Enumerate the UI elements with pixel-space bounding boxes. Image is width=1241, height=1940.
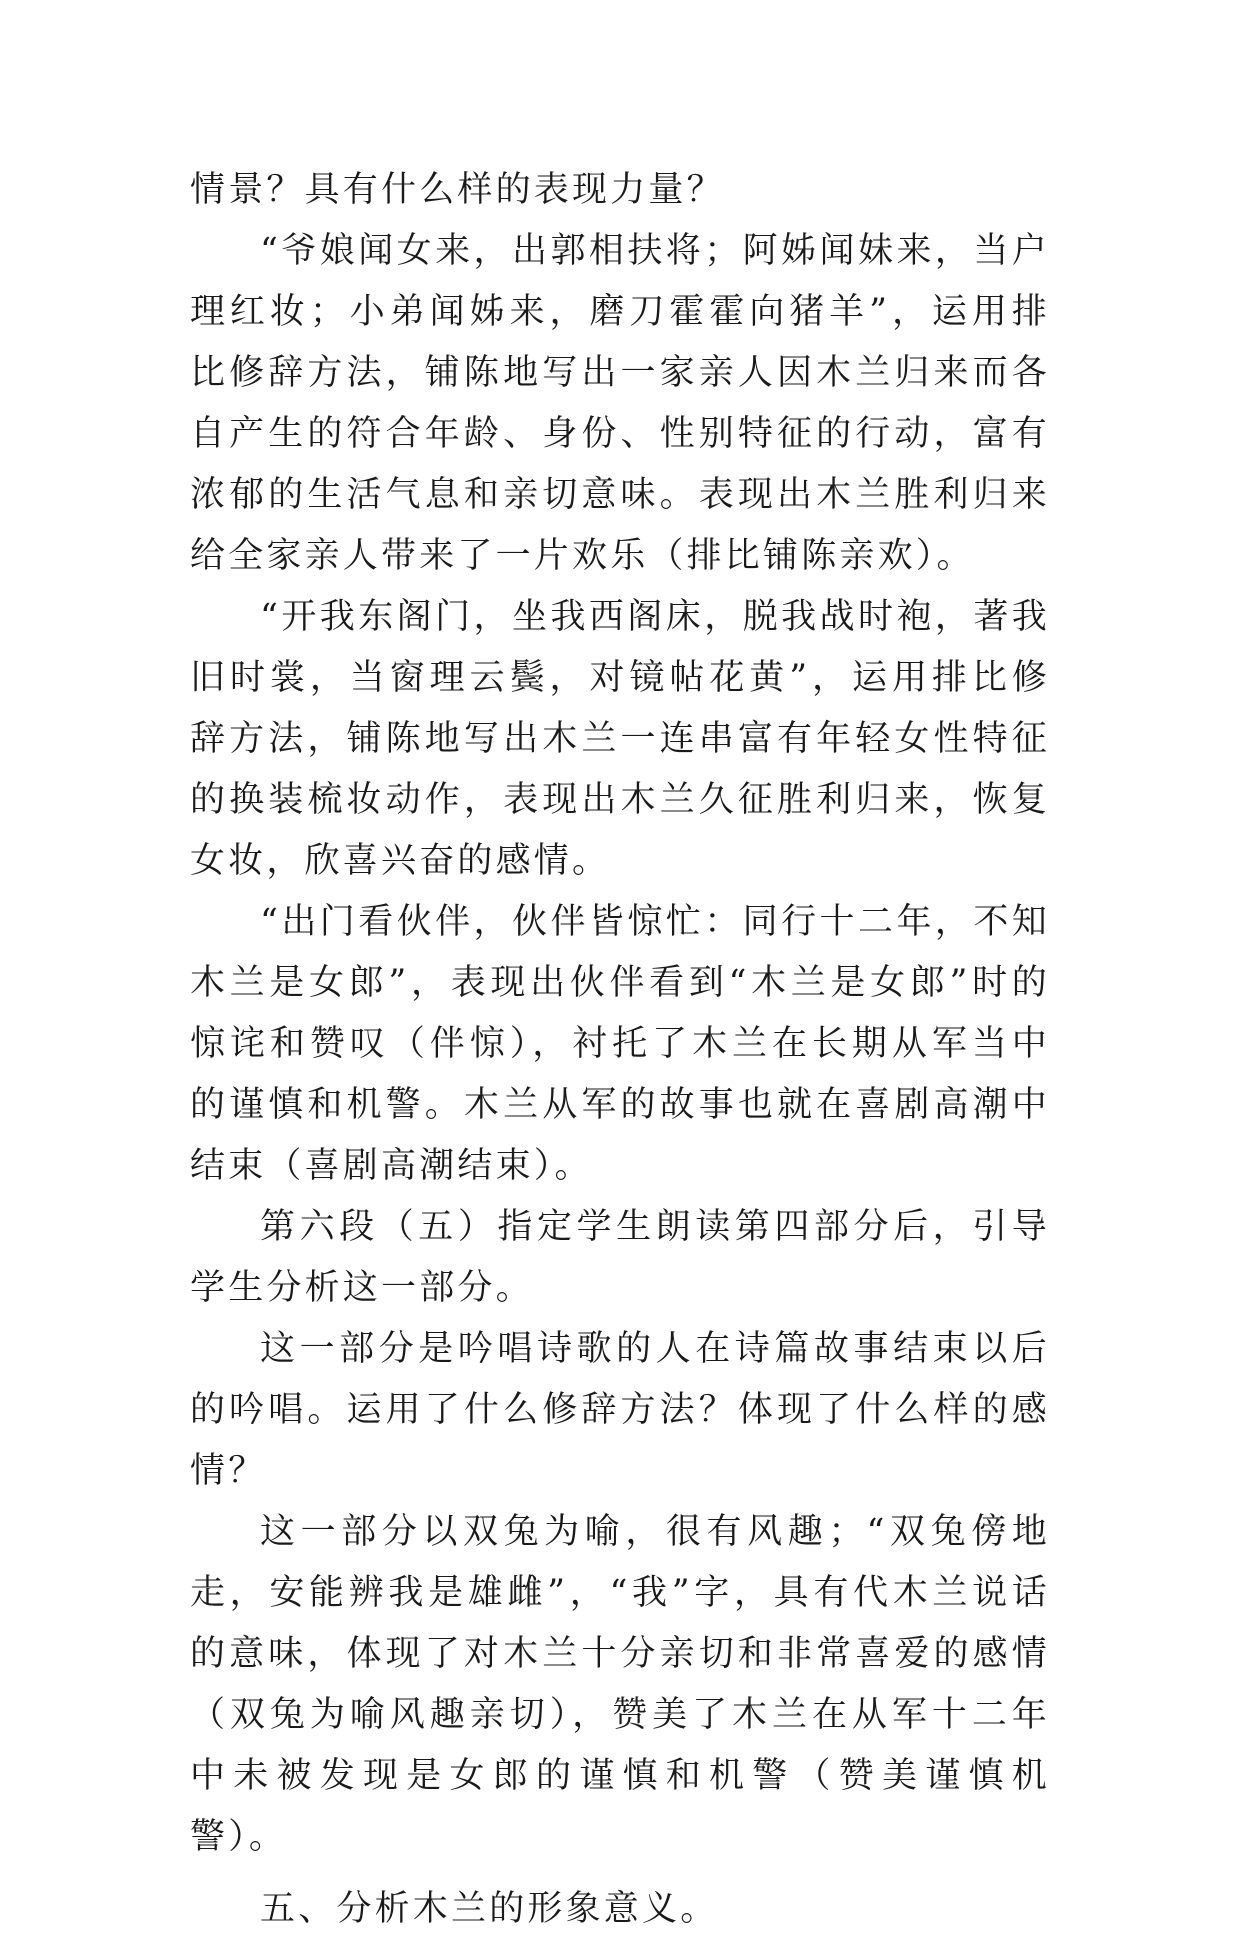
section-heading: 五、分析木兰的形象意义。: [260, 1889, 719, 1929]
paragraph: “爷娘闻女来，出郭相扶将；阿姊闻妹来，当户理红妆；小弟闻姊来，磨刀霍霍向猪羊”，运用排比修辞方法，铺陈地写出一家亲人因木兰归来而各自产生的符合年龄、身份、性别特征的行动，富有浓郁的生活气息和亲切意味。表现出木兰胜利归来给全家亲人带来了一片欢乐（排比铺陈亲欢）。: [190, 231, 1050, 576]
body-text: [190, 160, 1050, 1940]
paragraph: 这一部分是吟唱诗歌的人在诗篇故事结束以后的吟唱。运用了什么修辞方法？体现了什么样的感情？: [190, 1329, 1050, 1491]
paragraph: 第六段（五）指定学生朗读第四部分后，引导学生分析这一部分。: [190, 1207, 1050, 1308]
paragraph: “开我东阁门，坐我西阁床，脱我战时袍，著我旧时裳，当窗理云鬓，对镜帖花黄”，运用排比修辞方法，铺陈地写出木兰一连串富有年轻女性特征的换装梳妆动作，表现出木兰久征胜利归来，恢复女妆，欣喜兴奋的感情。: [190, 597, 1050, 881]
paragraph: 情景？具有什么样的表现力量？: [190, 170, 725, 210]
paragraph: “出门看伙伴，伙伴皆惊忙：同行十二年，不知木兰是女郎”，表现出伙伴看到“木兰是女郎”时的惊诧和赞叹（伴惊），衬托了木兰在长期从军当中的谨慎和机警。木兰从军的故事也就在喜剧高潮中结束（喜剧高潮结束）。: [190, 902, 1050, 1186]
paragraph: 这一部分以双兔为喻，很有风趣；“双兔傍地走，安能辨我是雄雌”，“我”字，具有代木兰说话的意味，体现了对木兰十分亲切和非常喜爱的感情（双兔为喻风趣亲切），赞美了木兰在从军十二年中未被发现是女郎的谨慎和机警（赞美谨慎机警）。: [190, 1512, 1050, 1857]
